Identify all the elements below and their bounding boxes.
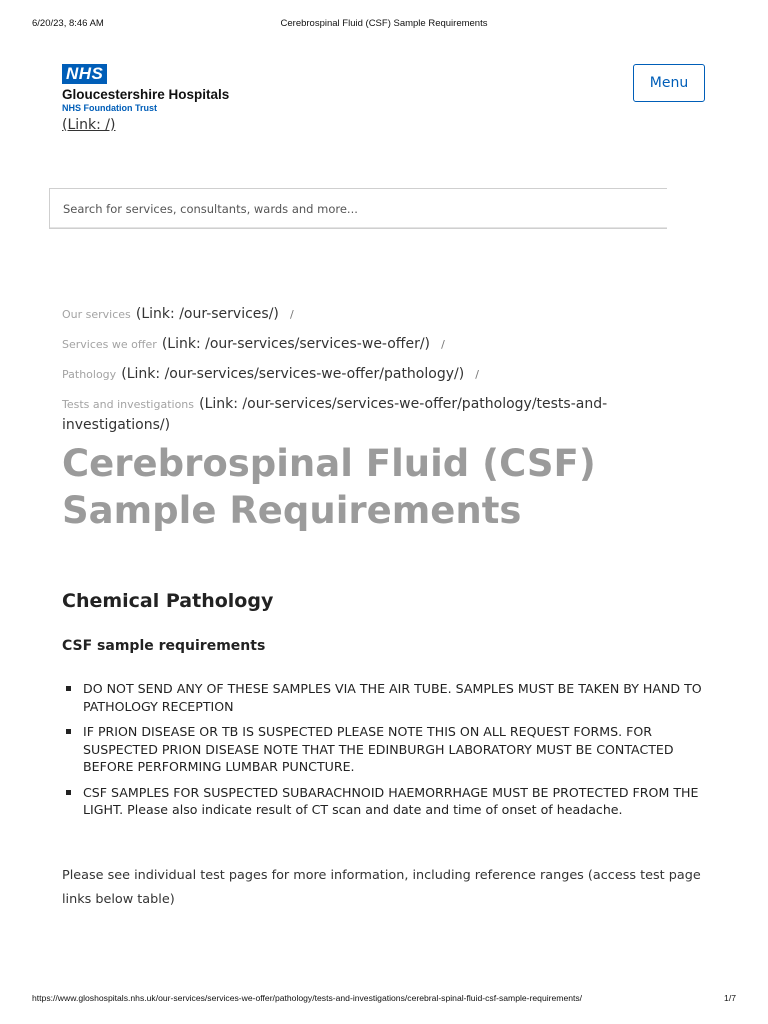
menu-button[interactable]: Menu — [633, 64, 705, 102]
print-url: https://www.gloshospitals.nhs.uk/our-services/services-we-offer/pathology/tests-and-investigations/cerebral-spinal-fluid-csf-sample-requirements/ — [32, 993, 583, 1003]
page-number: 1/7 — [724, 993, 736, 1003]
breadcrumb — [62, 303, 702, 435]
breadcrumb-item-services-we-offer[interactable] — [62, 333, 702, 354]
search-input[interactable] — [50, 189, 667, 228]
sub-heading: CSF sample requirements — [62, 638, 266, 654]
list-item: CSF SAMPLES FOR SUSPECTED SUBARACHNOID HAEMORRHAGE MUST BE PROTECTED FROM THE LIGHT. Please also indicate result of CT scan and date and time of onset of headache. — [62, 784, 712, 819]
breadcrumb-link[interactable]: (Link: /our-services/services-we-offer/pathology/) — [121, 366, 465, 382]
list-item: IF PRION DISEASE OR TB IS SUSPECTED PLEASE NOTE THIS ON ALL REQUEST FORMS. FOR SUSPECTED PRION DISEASE NOTE THAT THE EDINBURGH LABORATORY MUST BE CONTACTED BEFORE PERFORMING LUMBAR PUNCTURE. — [62, 723, 712, 776]
trust-name: NHS Foundation Trust — [62, 103, 157, 113]
home-link[interactable]: (Link: /) — [62, 117, 116, 133]
list-item: DO NOT SEND ANY OF THESE SAMPLES VIA THE AIR TUBE. SAMPLES MUST BE TAKEN BY HAND TO PATHOLOGY RECEPTION — [62, 680, 712, 715]
info-paragraph: Please see individual test pages for more information, including reference ranges (access test page links below table) — [62, 868, 701, 907]
breadcrumb-label: Our services — [62, 308, 131, 321]
nhs-badge: NHS — [62, 64, 107, 84]
organisation-name: Gloucestershire Hospitals — [62, 87, 230, 102]
breadcrumb-label: Tests and investigations — [62, 398, 195, 411]
print-footer — [32, 993, 736, 1007]
breadcrumb-separator: / — [289, 308, 294, 321]
breadcrumb-item-our-services[interactable] — [62, 303, 702, 324]
search-box — [49, 188, 667, 229]
requirements-list — [62, 680, 712, 827]
section-heading: Chemical Pathology — [62, 590, 274, 612]
breadcrumb-item-tests-and-investigations[interactable] — [62, 393, 702, 435]
breadcrumb-link[interactable]: (Link: /our-services/services-we-offer/) — [161, 336, 430, 352]
print-header — [32, 18, 736, 32]
breadcrumb-link[interactable]: (Link: /our-services/) — [135, 306, 279, 322]
breadcrumb-separator: / — [475, 368, 479, 381]
nhs-logo[interactable] — [62, 64, 229, 114]
print-datetime: 6/20/23, 8:46 AM — [32, 18, 104, 29]
page-title: Cerebrospinal Fluid (CSF) Sample Requirements — [62, 442, 596, 532]
breadcrumb-link[interactable]: (Link: /our-services/services-we-offer/pathology/tests-and-investigations/) — [62, 396, 608, 433]
breadcrumb-item-pathology[interactable] — [62, 363, 702, 384]
breadcrumb-label: Services we offer — [62, 338, 157, 351]
breadcrumb-label: Pathology — [62, 368, 117, 381]
print-document-title: Cerebrospinal Fluid (CSF) Sample Requirements — [280, 18, 488, 29]
breadcrumb-separator: / — [441, 338, 445, 351]
